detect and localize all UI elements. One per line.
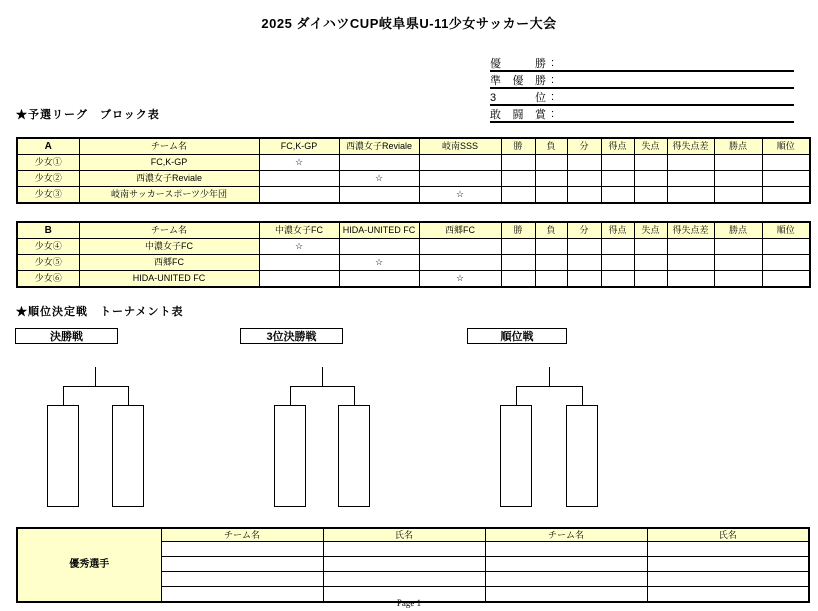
stat-cell [567, 171, 601, 187]
stat-cell [601, 155, 634, 171]
match-cell: ☆ [419, 187, 501, 204]
stat-cell [762, 171, 810, 187]
stat-cell [762, 187, 810, 204]
bracket-team-box [338, 405, 370, 507]
stat-cell [667, 171, 714, 187]
bracket-team-box [112, 405, 144, 507]
bracket-stem-line [322, 367, 323, 386]
bracket-team-box [47, 405, 79, 507]
match-cell [339, 271, 419, 288]
players-name-header: 氏名 [323, 528, 485, 542]
stat-cell [634, 155, 667, 171]
players-team-header: チーム名 [485, 528, 647, 542]
stat-cell [567, 155, 601, 171]
stat-header-rank: 順位 [762, 138, 810, 155]
opponent-header: HIDA-UNITED FC [339, 222, 419, 239]
bracket-stem-line [95, 367, 96, 386]
table-row [17, 155, 810, 171]
stat-cell [535, 239, 567, 255]
stat-cell [667, 155, 714, 171]
stat-header-goal-diff: 得失点差 [667, 222, 714, 239]
match-cell: ☆ [259, 239, 339, 255]
stat-cell [714, 271, 762, 288]
stat-header-goals-for: 得点 [601, 138, 634, 155]
players-name-header: 氏名 [647, 528, 809, 542]
bracket-team-box [274, 405, 306, 507]
stat-header-draw: 分 [567, 222, 601, 239]
match-cell: ☆ [259, 155, 339, 171]
match-cell [419, 171, 501, 187]
block-a-table [16, 137, 811, 204]
team-name: 岐南サッカースポーツ少年団 [79, 187, 259, 204]
match-cell [259, 255, 339, 271]
table-row [17, 239, 810, 255]
block-b-table [16, 221, 811, 288]
player-team-cell [485, 542, 647, 557]
best-players-header-row [17, 528, 809, 542]
player-name-cell [647, 557, 809, 572]
stat-cell [567, 187, 601, 204]
block-b-header-row [17, 222, 810, 239]
match-cell: ☆ [339, 171, 419, 187]
opponent-header: 中濃女子FC [259, 222, 339, 239]
team-name: FC,K-GP [79, 155, 259, 171]
stat-cell [714, 187, 762, 204]
stat-cell [714, 171, 762, 187]
bracket-connector-line [63, 386, 129, 387]
match-cell [419, 239, 501, 255]
match-cell: ☆ [339, 255, 419, 271]
stat-cell [634, 171, 667, 187]
award-third-place-label: 3位 [490, 91, 546, 104]
stat-header-goal-diff: 得失点差 [667, 138, 714, 155]
player-name-cell [647, 572, 809, 587]
player-name-cell [323, 542, 485, 557]
award-row-runner-up [490, 72, 794, 89]
award-champion-colon: : [551, 56, 555, 69]
match-cell [259, 171, 339, 187]
stat-cell [567, 255, 601, 271]
team-name: 西濃女子Reviale [79, 171, 259, 187]
opponent-header: FC,K-GP [259, 138, 339, 155]
award-runner-up-colon: : [551, 73, 555, 86]
bracket-drop-line [516, 386, 517, 405]
block-a-name: A [17, 138, 79, 155]
table-row [17, 187, 810, 204]
stat-cell [501, 271, 535, 288]
stat-cell [634, 255, 667, 271]
stat-cell [634, 239, 667, 255]
player-team-cell [161, 557, 323, 572]
third-place-match-label-box: 3位決勝戦 [240, 328, 343, 344]
player-team-cell [161, 542, 323, 557]
stat-cell [667, 271, 714, 288]
stat-header-win: 勝 [501, 138, 535, 155]
team-name-column-header: チーム名 [79, 138, 259, 155]
table-row [17, 255, 810, 271]
block-a-header-row [17, 138, 810, 155]
stat-cell [567, 239, 601, 255]
match-cell [259, 271, 339, 288]
stat-cell [601, 239, 634, 255]
match-cell [419, 155, 501, 171]
stat-header-goals-for: 得点 [601, 222, 634, 239]
table-row [17, 271, 810, 288]
stat-cell [714, 239, 762, 255]
match-cell [339, 239, 419, 255]
award-third-place-colon: : [551, 90, 555, 103]
opponent-header: 岐南SSS [419, 138, 501, 155]
bracket-drop-line [128, 386, 129, 405]
bracket-team-box [500, 405, 532, 507]
stat-cell [501, 239, 535, 255]
bracket-connector-line [290, 386, 355, 387]
stat-cell [714, 155, 762, 171]
stat-header-loss: 負 [535, 138, 567, 155]
team-name-column-header: チーム名 [79, 222, 259, 239]
opponent-header: 西郷FC [419, 222, 501, 239]
stat-cell [667, 239, 714, 255]
stat-cell [535, 255, 567, 271]
stat-cell [601, 171, 634, 187]
stat-cell [501, 171, 535, 187]
stat-cell [667, 255, 714, 271]
stat-cell [634, 271, 667, 288]
stat-header-goals-against: 失点 [634, 138, 667, 155]
entry-number: 少女④ [17, 239, 79, 255]
award-fighting-spirit-label: 敢闘賞 [490, 108, 546, 121]
ranking-match-label-box: 順位戦 [467, 328, 567, 344]
awards-block [490, 55, 794, 123]
bracket-connector-line [516, 386, 583, 387]
entry-number: 少女⑥ [17, 271, 79, 288]
stat-cell [601, 187, 634, 204]
match-cell [339, 187, 419, 204]
tournament-section-heading: ★順位決定戦 トーナメント表 [16, 306, 184, 318]
bracket-drop-line [582, 386, 583, 405]
stat-cell [762, 255, 810, 271]
award-row-champion [490, 55, 794, 72]
page-title: 2025 ダイハツCUP岐阜県U-11少女サッカー大会 [261, 16, 557, 31]
stat-cell [567, 271, 601, 288]
team-name: 西郷FC [79, 255, 259, 271]
stat-cell [535, 155, 567, 171]
bracket-stem-line [549, 367, 550, 386]
award-row-fighting-spirit [490, 106, 794, 123]
award-champion-label: 優勝 [490, 57, 546, 70]
entry-number: 少女③ [17, 187, 79, 204]
stat-cell [501, 255, 535, 271]
match-cell [419, 255, 501, 271]
best-players-row-label: 優秀選手 [17, 528, 161, 602]
award-runner-up-label: 準優勝 [490, 74, 546, 87]
stat-cell [667, 187, 714, 204]
opponent-header: 西濃女子Reviale [339, 138, 419, 155]
stat-header-loss: 負 [535, 222, 567, 239]
player-team-cell [485, 557, 647, 572]
player-team-cell [161, 572, 323, 587]
stat-cell [601, 271, 634, 288]
best-players-table [16, 527, 810, 603]
final-match-label-box: 決勝戦 [15, 328, 118, 344]
block-b-name: B [17, 222, 79, 239]
stat-cell [501, 187, 535, 204]
stat-header-points: 勝点 [714, 222, 762, 239]
team-name: HIDA-UNITED FC [79, 271, 259, 288]
stat-cell [714, 255, 762, 271]
league-section-heading: ★予選リーグ ブロック表 [16, 109, 160, 121]
match-cell [339, 155, 419, 171]
bracket-drop-line [63, 386, 64, 405]
stat-header-points: 勝点 [714, 138, 762, 155]
stat-cell [762, 155, 810, 171]
stat-cell [535, 271, 567, 288]
match-cell [259, 187, 339, 204]
stat-header-draw: 分 [567, 138, 601, 155]
team-name: 中濃女子FC [79, 239, 259, 255]
player-name-cell [323, 572, 485, 587]
stat-cell [535, 171, 567, 187]
stat-header-win: 勝 [501, 222, 535, 239]
footer-page-number: Page 1 [396, 598, 422, 608]
player-name-cell [647, 542, 809, 557]
award-fighting-spirit-colon: : [551, 107, 555, 120]
stat-cell [634, 187, 667, 204]
entry-number: 少女② [17, 171, 79, 187]
player-team-cell [485, 572, 647, 587]
bracket-drop-line [290, 386, 291, 405]
stat-cell [601, 255, 634, 271]
player-name-cell [323, 557, 485, 572]
stat-cell [762, 239, 810, 255]
stat-cell [762, 271, 810, 288]
entry-number: 少女① [17, 155, 79, 171]
stat-cell [501, 155, 535, 171]
match-cell: ☆ [419, 271, 501, 288]
entry-number: 少女⑤ [17, 255, 79, 271]
bracket-drop-line [354, 386, 355, 405]
stat-header-rank: 順位 [762, 222, 810, 239]
table-row [17, 171, 810, 187]
bracket-team-box [566, 405, 598, 507]
players-team-header: チーム名 [161, 528, 323, 542]
stat-cell [535, 187, 567, 204]
award-row-third-place [490, 89, 794, 106]
stat-header-goals-against: 失点 [634, 222, 667, 239]
